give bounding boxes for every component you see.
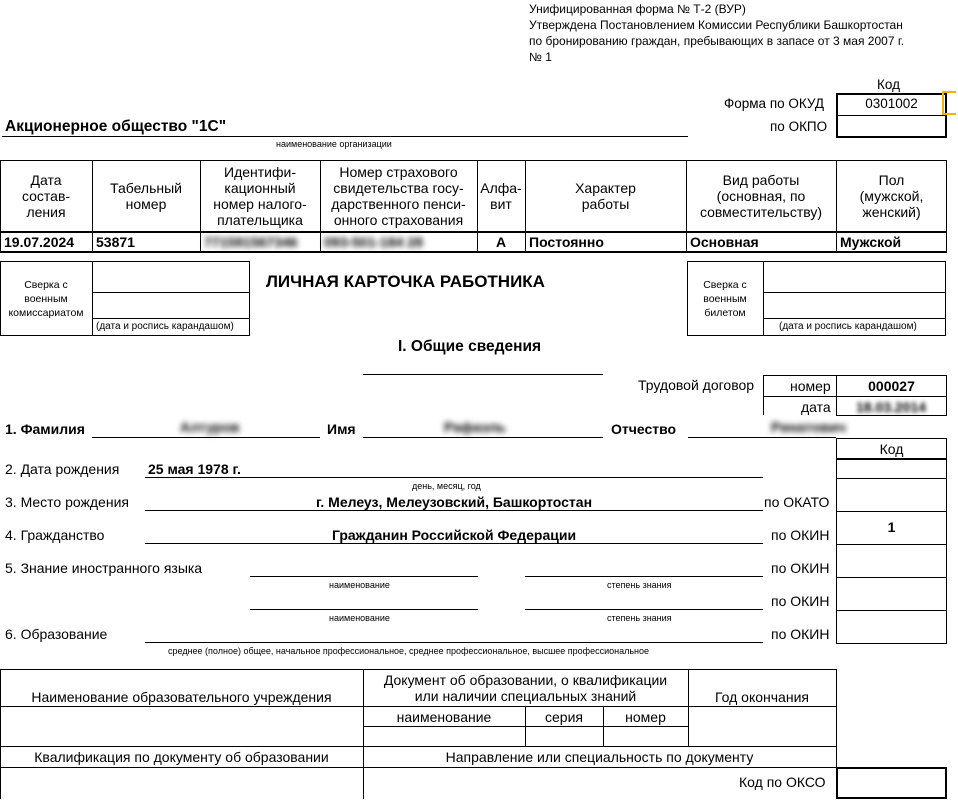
sverka-military-id-label: Сверка с военным билетом xyxy=(703,278,747,319)
edu-doc-number-header: номер xyxy=(625,709,666,725)
okin-citizenship-label: по ОКИН xyxy=(771,527,830,543)
table-bottom-line xyxy=(0,251,947,253)
form-approval-line: Утверждена Постановлением Комиссии Республики Башкортостан xyxy=(529,18,903,32)
language2-level-caption: степень знания xyxy=(607,613,672,623)
col-header-tab-number: Табельный номер xyxy=(110,180,182,212)
contract-label: Трудовой договор xyxy=(638,377,755,393)
surname-underline xyxy=(92,437,320,438)
name-underline xyxy=(363,437,603,438)
contract-date-label: дата xyxy=(801,399,831,415)
birth-place-value[interactable] xyxy=(145,494,763,510)
citizenship-underline xyxy=(145,543,763,544)
section-general-title: I. Общие сведения xyxy=(398,338,542,355)
form-approval-line-2: по бронированию граждан, пребывающих в запасе от 3 мая 2007 г. xyxy=(529,34,905,48)
sverka-left-line xyxy=(92,318,250,319)
form-number-line: Унифицированная форма № Т-2 (ВУР) xyxy=(529,2,746,16)
section-underline xyxy=(363,374,603,375)
edu-document-header: Документ об образовании, о квалификации или наличии специальных знаний xyxy=(383,672,668,704)
edu-doc-row-line xyxy=(363,726,688,727)
contract-date-text: 18.03.2014 xyxy=(856,399,927,415)
kod-header: Код xyxy=(877,77,900,92)
sverka-left-divider xyxy=(92,261,93,336)
education-caption: среднее (полное) общее, начальное профессиональное, среднее профессиональное, высшее профессиональное xyxy=(168,646,650,656)
col-header-snils: Номер страхового свидетельства госу- дарственного пенси- онного страхования xyxy=(331,164,466,228)
sverka-right-caption: (дата и роспись карандашом) xyxy=(779,321,917,332)
language-level-underline xyxy=(525,576,763,577)
name-value[interactable]: Рафаэль xyxy=(444,419,506,435)
sverka-right-divider xyxy=(763,261,764,336)
sverka-right-line xyxy=(763,292,946,293)
page-title: ЛИЧНАЯ КАРТОЧКА РАБОТНИКА xyxy=(266,272,545,291)
codes-column xyxy=(836,438,947,644)
org-caption: наименование организации xyxy=(276,139,392,149)
birth-date-value[interactable] xyxy=(148,461,241,477)
edu-col-divider xyxy=(688,669,689,746)
value-snils[interactable]: 093-501-184 28 xyxy=(324,234,423,250)
codes-divider xyxy=(836,115,947,116)
value-inn[interactable]: 771591567346 xyxy=(204,234,298,250)
language2-name-underline xyxy=(250,609,478,610)
surname-value[interactable]: Алтуров xyxy=(180,419,240,435)
language2-level-underline xyxy=(525,609,763,610)
edu-year-line xyxy=(688,706,836,707)
okud-value[interactable]: 0301002 xyxy=(865,96,918,111)
patronymic-value[interactable]: Ринатович xyxy=(771,419,846,435)
table-header-divider xyxy=(0,231,947,233)
sverka-right-line xyxy=(763,318,946,319)
okso-label: Код по ОКСО xyxy=(739,774,826,790)
edu-row-divider xyxy=(0,746,836,747)
col-header-work-nature: Характер работы xyxy=(575,180,636,212)
language-name-caption: наименование xyxy=(329,580,390,590)
value-gender[interactable]: Мужской xyxy=(840,234,902,250)
col-header-gender: Пол (мужской, женский) xyxy=(859,172,924,220)
value-alphabet[interactable]: А xyxy=(495,234,507,250)
selection-marker xyxy=(942,91,956,115)
codes-column-divider xyxy=(836,458,947,460)
language2-name-caption: наименование xyxy=(329,613,390,623)
patronymic-underline xyxy=(688,437,836,438)
codes-column-divider xyxy=(836,577,947,578)
okso-code-box[interactable] xyxy=(836,767,947,799)
codes-column-divider xyxy=(836,511,947,512)
contract-number-value[interactable]: 000027 xyxy=(868,378,915,394)
value-work-type[interactable]: Основная xyxy=(690,234,759,250)
contract-row-divider xyxy=(763,396,947,397)
birth-place-underline xyxy=(145,510,763,511)
col-header-alphabet: Алфа- вит xyxy=(480,180,522,212)
codes-column-divider xyxy=(836,544,947,545)
language-label: 5. Знание иностранного языка xyxy=(5,560,203,576)
contract-date-underline xyxy=(836,415,947,416)
sverka-commissariat-label: Сверка с военным комиссариатом xyxy=(8,278,84,319)
codes-column-divider xyxy=(836,610,947,611)
edu-table-top xyxy=(0,669,836,670)
citizenship-value[interactable]: Гражданин Российской Федерации xyxy=(331,527,577,543)
edu-institution-header: Наименование образовательного учреждения xyxy=(31,689,332,705)
citizenship-label: 4. Гражданство xyxy=(5,527,105,543)
value-date[interactable]: 19.07.2024 xyxy=(4,234,75,250)
edu-specialty-header: Направление или специальность по документу xyxy=(445,749,754,765)
col-header-inn: Идентифи- кационный номер налого- плательщика xyxy=(213,164,307,228)
birth-date-label: 2. Дата рождения xyxy=(5,461,120,477)
edu-institution-line xyxy=(0,706,363,707)
organization-name[interactable]: Акционерное общество "1С" xyxy=(5,118,227,135)
okato-label: по ОКАТО xyxy=(764,494,830,510)
edu-year-header: Год окончания xyxy=(715,689,809,705)
edu-row-divider xyxy=(0,767,836,768)
contract-date-value[interactable] xyxy=(856,399,926,415)
value-work-nature[interactable]: Постоянно xyxy=(529,234,604,250)
value-tab-number[interactable]: 53871 xyxy=(96,234,135,250)
person-kod-header: Код xyxy=(879,441,904,457)
col-header-work-type: Вид работы (основная, по совместительству) xyxy=(699,172,823,220)
birth-date-underline xyxy=(145,477,763,478)
surname-label: 1. Фамилия xyxy=(5,421,85,437)
education-underline xyxy=(145,642,763,643)
okin-language2-label: по ОКИН xyxy=(771,593,830,609)
sverka-left-caption: (дата и роспись карандашом) xyxy=(96,321,234,332)
birth-place-text: г. Мелеуз, Мелеузовский, Башкортостан xyxy=(315,494,593,510)
patronymic-label: Отчество xyxy=(611,421,677,437)
birth-date-caption: день, месяц, год xyxy=(412,481,481,491)
edu-doc-series-header: серия xyxy=(545,709,583,725)
org-underline xyxy=(2,136,688,137)
citizenship-code[interactable]: 1 xyxy=(887,519,896,535)
name-label: Имя xyxy=(327,421,356,437)
language-level-caption: степень знания xyxy=(607,580,672,590)
birth-place-label: 3. Место рождения xyxy=(5,494,129,510)
codes-column-divider xyxy=(836,478,947,479)
okpo-label: по ОКПО xyxy=(770,119,828,134)
edu-doc-name-header: наименование xyxy=(396,709,492,725)
okin-language-label: по ОКИН xyxy=(771,560,830,576)
okin-education-label: по ОКИН xyxy=(771,626,830,642)
contract-number-label: номер xyxy=(790,378,831,394)
col-header-date: Дата состав- ления xyxy=(21,172,71,220)
form-approval-line-3: № 1 xyxy=(529,50,552,64)
birth-date-text: 25 мая 1978 г. xyxy=(148,461,241,477)
language-name-underline xyxy=(250,576,478,577)
edu-qualification-header: Квалификация по документу об образовании xyxy=(34,749,329,765)
sverka-left-line xyxy=(92,292,250,293)
okud-label: Форма по ОКУД xyxy=(724,96,825,111)
education-label: 6. Образование xyxy=(5,626,108,642)
